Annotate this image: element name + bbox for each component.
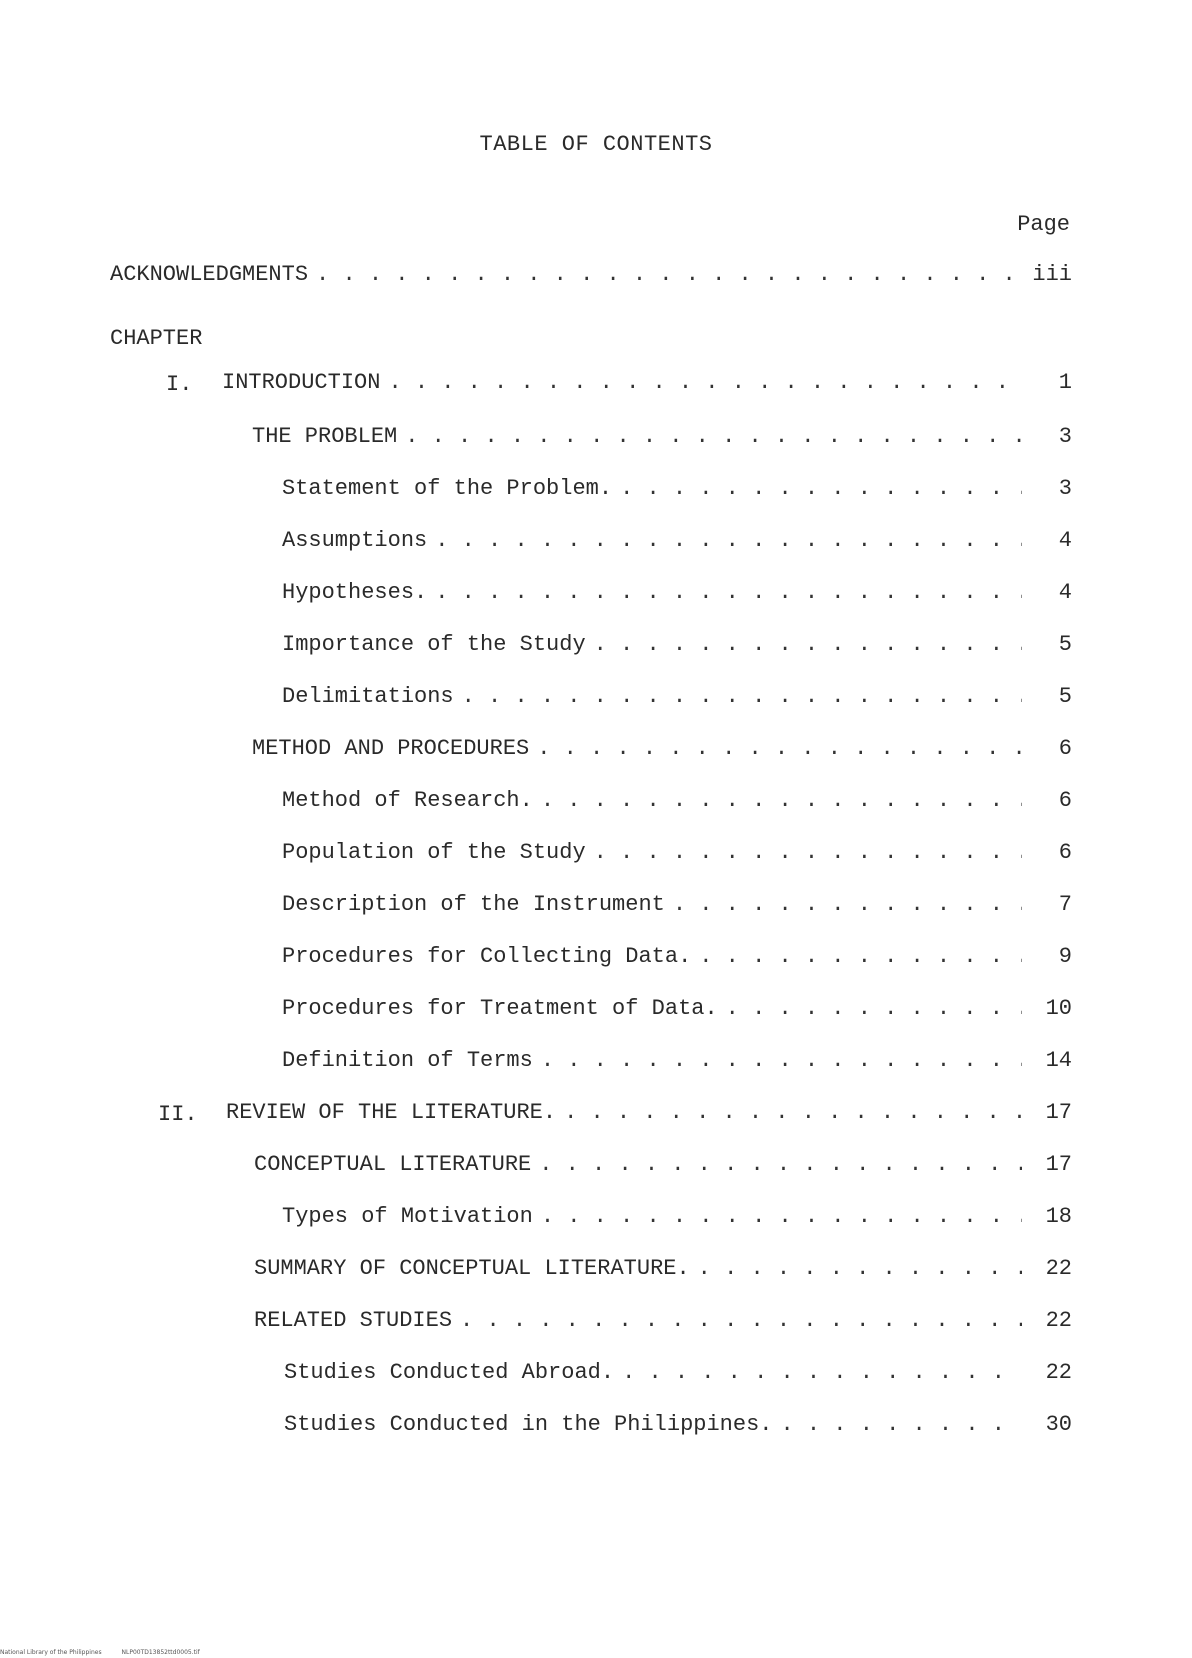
scan-footer <box>0 1649 218 1656</box>
toc-page-number: 7 <box>1058 892 1072 917</box>
toc-page-number: 1 <box>1058 370 1072 395</box>
toc-page-number: 22 <box>1045 1256 1072 1281</box>
toc-section <box>252 424 1072 454</box>
toc-entry-acknowledgments <box>110 262 1072 292</box>
toc-subsection <box>282 528 1072 558</box>
footer-file: NLP00TD13852ttd0005.tif <box>121 1649 200 1656</box>
toc-chapter-title <box>222 370 1072 400</box>
toc-entry-text: Studies Conducted Abroad. <box>284 1360 615 1385</box>
toc-entry-text: METHOD AND PROCEDURES <box>252 736 530 761</box>
dot-leader <box>541 788 1022 813</box>
toc-entry-text: CONCEPTUAL LITERATURE <box>254 1152 532 1177</box>
dot-leader <box>673 892 1022 917</box>
toc-entry-text: Description of the Instrument <box>282 892 665 917</box>
dot-leader <box>316 262 1022 287</box>
toc-subsection <box>282 788 1072 818</box>
toc-entry-text: Importance of the Study <box>282 632 586 657</box>
footer-source: National Library of the Philippines <box>0 1649 102 1656</box>
toc-page-number: 6 <box>1058 840 1072 865</box>
toc-entry-text: Hypotheses. <box>282 580 428 605</box>
dot-leader <box>405 424 1022 449</box>
toc-page-number: 18 <box>1045 1204 1072 1229</box>
toc-entry-text: Method of Research. <box>282 788 533 813</box>
toc-entry-text: Procedures for Treatment of Data. <box>282 996 718 1021</box>
dot-leader <box>698 1256 1022 1281</box>
toc-page-number: 9 <box>1058 944 1072 969</box>
toc-page-number: 6 <box>1058 736 1072 761</box>
toc-page-number: 14 <box>1045 1048 1072 1073</box>
dot-leader <box>435 580 1022 605</box>
page-column-label: Page <box>1017 212 1070 237</box>
dot-leader <box>541 1048 1022 1073</box>
chapter-heading: CHAPTER <box>110 326 203 351</box>
toc-subsection <box>282 1204 1072 1234</box>
dot-leader <box>462 684 1022 709</box>
dot-leader <box>541 1204 1022 1229</box>
dot-leader <box>622 1360 1022 1385</box>
dot-leader <box>699 944 1022 969</box>
dot-leader <box>539 1152 1022 1177</box>
dot-leader <box>594 840 1022 865</box>
toc-entry-text: Statement of the Problem. <box>282 476 613 501</box>
toc-subsection <box>282 944 1072 974</box>
toc-entry-text: Assumptions <box>282 528 428 553</box>
toc-page-number: 22 <box>1045 1360 1072 1385</box>
toc-page-number: 17 <box>1045 1152 1072 1177</box>
toc-section <box>252 736 1072 766</box>
toc-entry-text: Studies Conducted in the Philippines. <box>284 1412 773 1437</box>
toc-entry-text: Definition of Terms <box>282 1048 533 1073</box>
chapter-numeral: II. <box>158 1102 198 1127</box>
toc-entry-text: SUMMARY OF CONCEPTUAL LITERATURE. <box>254 1256 690 1281</box>
toc-subsection <box>284 1360 1072 1390</box>
toc-page-number: 17 <box>1045 1100 1072 1125</box>
dot-leader <box>435 528 1022 553</box>
dot-leader <box>594 632 1022 657</box>
toc-subsection <box>282 892 1072 922</box>
toc-page-number: 4 <box>1058 580 1072 605</box>
dot-leader <box>564 1100 1022 1125</box>
dot-leader <box>460 1308 1022 1333</box>
toc-subsection <box>284 1412 1072 1442</box>
toc-subsection <box>282 1048 1072 1078</box>
toc-chapter-title <box>226 1100 1072 1130</box>
toc-entry-text: INTRODUCTION <box>222 370 381 395</box>
dot-leader <box>620 476 1022 501</box>
toc-section <box>254 1308 1072 1338</box>
page-title: TABLE OF CONTENTS <box>479 132 713 157</box>
chapter-numeral: I. <box>166 372 193 397</box>
toc-subsection <box>282 580 1072 610</box>
toc-entry-text: Procedures for Collecting Data. <box>282 944 692 969</box>
toc-page-number: 22 <box>1045 1308 1072 1333</box>
toc-page-number: 5 <box>1058 684 1072 709</box>
toc-section <box>254 1152 1072 1182</box>
toc-page-number: 6 <box>1058 788 1072 813</box>
toc-entry-text: Types of Motivation <box>282 1204 533 1229</box>
toc-page-number: iii <box>1032 262 1072 287</box>
toc-entry-text: RELATED STUDIES <box>254 1308 453 1333</box>
dot-leader <box>537 736 1022 761</box>
toc-entry-text: THE PROBLEM <box>252 424 398 449</box>
toc-page-number: 10 <box>1045 996 1072 1021</box>
toc-subsection <box>282 632 1072 662</box>
toc-entry-text: Delimitations <box>282 684 454 709</box>
dot-leader <box>388 370 1022 395</box>
toc-page-number: 30 <box>1045 1412 1072 1437</box>
toc-entry-text: Population of the Study <box>282 840 586 865</box>
toc-subsection <box>282 476 1072 506</box>
dot-leader <box>780 1412 1022 1437</box>
toc-page-number: 4 <box>1058 528 1072 553</box>
dot-leader <box>726 996 1022 1021</box>
toc-entry-text: REVIEW OF THE LITERATURE. <box>226 1100 557 1125</box>
toc-page-number: 5 <box>1058 632 1072 657</box>
toc-section <box>254 1256 1072 1286</box>
toc-page-number: 3 <box>1058 476 1072 501</box>
toc-entry-text: ACKNOWLEDGMENTS <box>110 262 309 287</box>
toc-page-number: 3 <box>1058 424 1072 449</box>
toc-subsection <box>282 996 1072 1026</box>
toc-subsection <box>282 684 1072 714</box>
toc-subsection <box>282 840 1072 870</box>
